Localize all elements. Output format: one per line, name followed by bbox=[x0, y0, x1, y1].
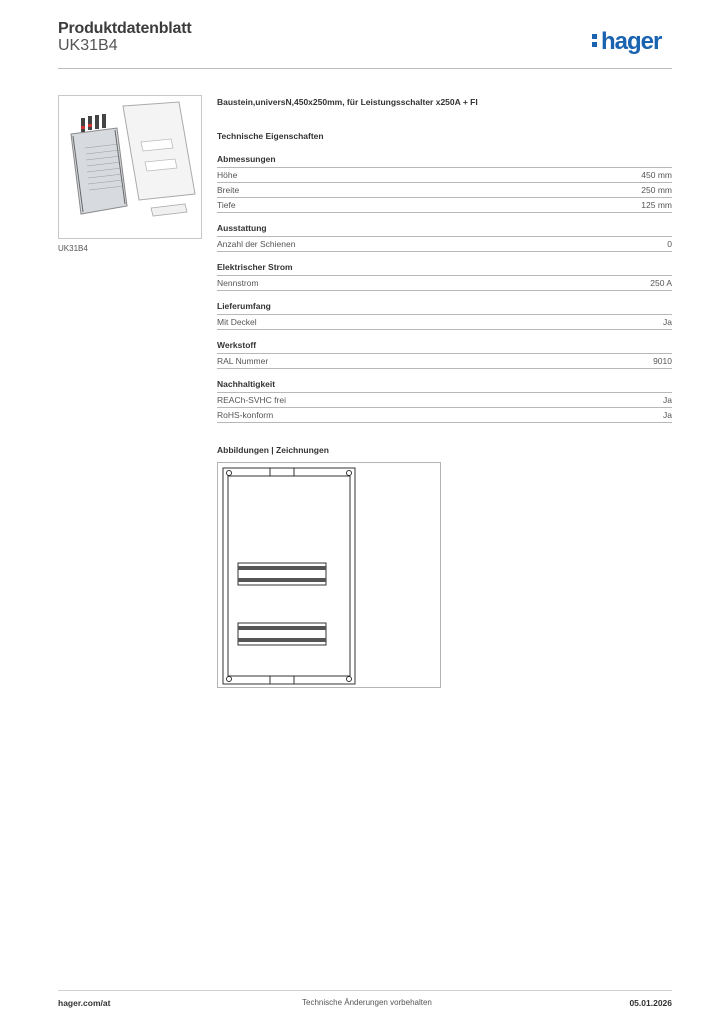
spec-row bbox=[217, 182, 672, 197]
specification-panel bbox=[217, 95, 672, 458]
logo-dots-icon bbox=[592, 34, 598, 50]
spec-value: 450 mm bbox=[641, 170, 672, 180]
spec-value: 9010 bbox=[653, 356, 672, 366]
spec-row bbox=[217, 197, 672, 213]
spec-value: Ja bbox=[663, 317, 672, 327]
spec-label: Höhe bbox=[217, 170, 238, 180]
product-image-caption: UK31B4 bbox=[58, 244, 88, 253]
spec-label: Breite bbox=[217, 185, 240, 195]
spec-row bbox=[217, 353, 672, 369]
spec-group-sustainability bbox=[217, 377, 672, 423]
spec-row bbox=[217, 314, 672, 330]
footer-website-link[interactable]: hager.com/at bbox=[58, 998, 111, 1008]
technical-drawing-illustration bbox=[218, 463, 440, 687]
section-title: Ausstattung bbox=[217, 223, 267, 233]
spec-group-dimensions bbox=[217, 152, 672, 213]
spec-row bbox=[217, 407, 672, 423]
spec-value: 250 A bbox=[650, 278, 672, 288]
section-title: Elektrischer Strom bbox=[217, 262, 293, 272]
section-title: Nachhaltigkeit bbox=[217, 379, 276, 389]
spec-label: REACh-SVHC frei bbox=[217, 395, 286, 405]
spec-value: 250 mm bbox=[641, 185, 672, 195]
spec-group-material bbox=[217, 338, 672, 369]
footer-notice: Technische Änderungen vorbehalten bbox=[302, 998, 432, 1007]
technical-properties-heading: Technische Eigenschaften bbox=[217, 131, 324, 141]
page-title: Produktdatenblatt bbox=[58, 20, 192, 37]
spec-row bbox=[217, 167, 672, 182]
section-title: Werkstoff bbox=[217, 340, 257, 350]
section-title: Abmessungen bbox=[217, 154, 276, 164]
spec-row bbox=[217, 236, 672, 252]
header-divider bbox=[58, 68, 672, 69]
hager-logo[interactable] bbox=[592, 28, 661, 58]
spec-value: 125 mm bbox=[641, 200, 672, 210]
footer-date: 05.01.2026 bbox=[629, 998, 672, 1008]
product-description: Baustein,universN,450x250mm, für Leistungsschalter x250A + FI bbox=[217, 97, 478, 107]
spec-group-electrical bbox=[217, 260, 672, 291]
footer-divider bbox=[58, 990, 672, 991]
spec-label: Mit Deckel bbox=[217, 317, 257, 327]
logo-text: hager bbox=[601, 28, 662, 55]
spec-value: Ja bbox=[663, 395, 672, 405]
spec-label: RAL Nummer bbox=[217, 356, 269, 366]
product-code: UK31B4 bbox=[58, 37, 118, 54]
drawings-heading: Abbildungen | Zeichnungen bbox=[217, 445, 329, 455]
product-photo-illustration bbox=[59, 96, 201, 238]
spec-row bbox=[217, 275, 672, 291]
spec-value: Ja bbox=[663, 410, 672, 420]
spec-value: 0 bbox=[667, 239, 672, 249]
spec-label: RoHS-konform bbox=[217, 410, 274, 420]
spec-group-equipment bbox=[217, 221, 672, 252]
spec-group-delivery bbox=[217, 299, 672, 330]
technical-drawing bbox=[217, 462, 441, 688]
spec-label: Tiefe bbox=[217, 200, 236, 210]
product-photo bbox=[58, 95, 202, 239]
section-title: Lieferumfang bbox=[217, 301, 271, 311]
spec-row bbox=[217, 392, 672, 407]
spec-label: Nennstrom bbox=[217, 278, 259, 288]
spec-label: Anzahl der Schienen bbox=[217, 239, 296, 249]
